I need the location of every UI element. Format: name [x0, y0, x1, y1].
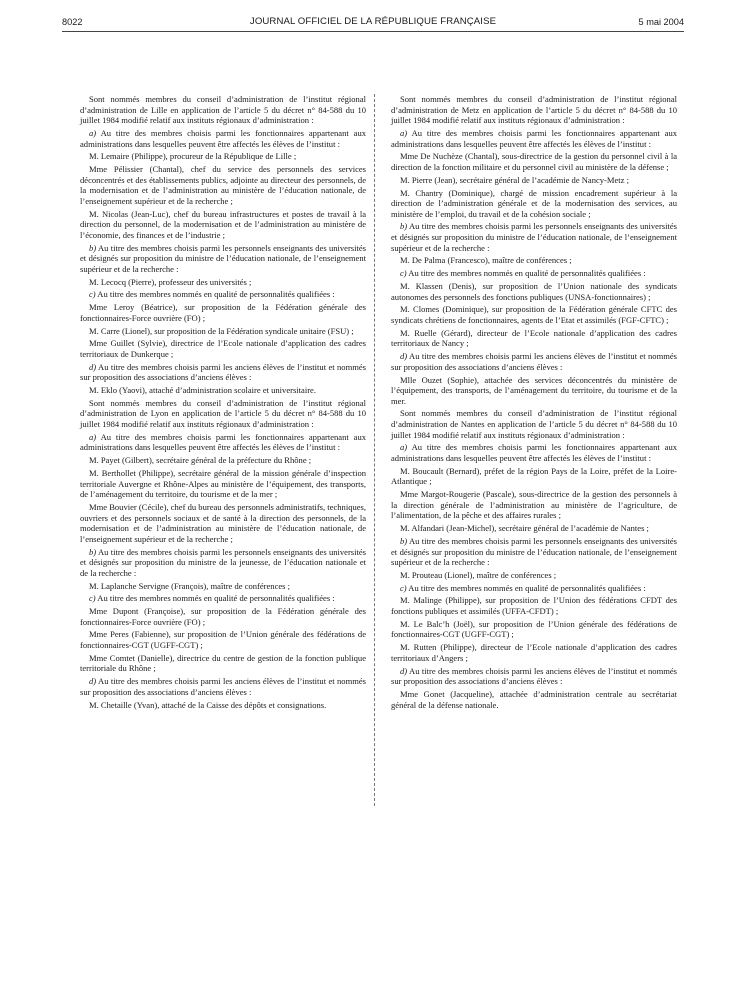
paragraph: M. Laplanche Servigne (François), maître de conférences ; — [89, 580, 291, 591]
paragraph: M. Le Balc’h (Joël), sur proposition de l’Union générale des fédérations de fonctionnaires-CGT (UGFF-CGT) ; — [391, 618, 677, 640]
paragraph: a) Au titre des membres choisis parmi les fonctionnaires appartenant aux administrations dans lesquelles peuvent être affectés les élèves de l’institut : — [80, 127, 366, 149]
paragraph: b) Au titre des membres choisis parmi les personnels enseignants des universités et désignés sur proposition du ministre de l’éducation nationale, de l’enseignement supérieur et de la recherche : — [391, 221, 677, 253]
paragraph: M. Klassen (Denis), sur proposition de l’Union nationale des syndicats autonomes des personnels des fonctions publiques (UNSA-fonctionnaires) ; — [391, 281, 677, 302]
paragraph: M. Pierre (Jean), secrétaire général de l’académie de Nancy-Metz ; — [400, 174, 629, 185]
paragraph: Mme Guillet (Sylvie), directrice de l’Ecole nationale d’application des cadres territoriaux de Dunkerque ; — [80, 338, 366, 359]
paragraph: M. Alfandari (Jean-Michel), secrétaire général de l’académie de Nantes ; — [400, 523, 649, 534]
paragraph: Mme Bouvier (Cécile), chef du bureau des personnels administratifs, techniques, ouvriers et des personnels sociaux et de santé à la direction des personnels, de la modernisation et de l’administration au ministère de l’éducation nationale, de l’enseignement supérieur et de la recherche ; — [80, 501, 366, 544]
paragraph: M. Lemaire (Philippe), procureur de la République de Lille ; — [89, 151, 297, 162]
paragraph: M. Clomes (Dominique), sur proposition de la Fédération générale CFTC des syndicats chrétiens de fonctionnaires, agents de l’Etat et assimilés (FGF-CFTC) ; — [391, 304, 677, 325]
paragraph: c) Au titre des membres nommés en qualité de personnalités qualifiées : — [400, 582, 646, 593]
paragraph: M. Lecocq (Pierre), professeur des universités ; — [89, 276, 252, 287]
paragraph: b) Au titre des membres choisis parmi les personnels enseignants des universités et désignés sur proposition du ministre de l’éducation nationale, de l’enseignement supérieur et de la recherche : — [80, 242, 366, 274]
paragraph: M. De Palma (Francesco), maître de conférences ; — [400, 255, 572, 266]
right-column — [391, 94, 677, 712]
paragraph: M. Malinge (Philippe), sur proposition de l’Union des fédérations CFDT des fonctions publiques et assimilés (UFFA-CFDT) ; — [391, 595, 677, 617]
paragraph: Mme Leroy (Béatrice), sur proposition de la Fédération générale des fonctionnaires-Force ouvrière (FO) ; — [80, 302, 366, 323]
paragraph: a) Au titre des membres choisis parmi les fonctionnaires appartenant aux administrations dans lesquelles peuvent être affectés les élèves de l’institut : — [80, 431, 366, 453]
paragraph: M. Eklo (Yaovi), attaché d’administration scolaire et universitaire. — [89, 385, 316, 396]
paragraph: c) Au titre des membres nommés en qualité de personnalités qualifiées : — [89, 289, 335, 300]
paragraph: Mme Peres (Fabienne), sur proposition de l’Union générale des fédérations de fonctionnaires-CGT (UGFF-CGT) ; — [80, 629, 366, 651]
paragraph: M. Carre (Lionel), sur proposition de la Fédération syndicale unitaire (FSU) ; — [89, 325, 354, 336]
paragraph: Sont nommés membres du conseil d’administration de l’institut régional d’administration de Nantes en application de l’article 5 du décret n° 84-588 du 10 juillet 1984 modifié relatif aux instituts régionaux d’administration : — [391, 408, 677, 440]
paragraph: M. Chetaille (Yvan), attaché de la Caisse des dépôts et consignations. — [89, 699, 327, 710]
page-header — [62, 15, 684, 29]
left-column — [80, 94, 366, 712]
paragraph: M. Berthollet (Philippe), secrétaire général de la mission générale d’inspection territoriale Auvergne et Rhône-Alpes au ministère de l’équipement, des transports, de l’aménagement du territoire, du tourisme et de la mer ; — [80, 468, 366, 500]
paragraph: d) Au titre des membres choisis parmi les anciens élèves de l’institut et nommés sur proposition des associations d’anciens élèves : — [391, 665, 677, 687]
paragraph: Sont nommés membres du conseil d’administration de l’institut régional d’administration de Lyon en application de l’article 5 du décret n° 84-588 du 10 juillet 1984 modifié relatif aux instituts régionaux d’administration : — [80, 397, 366, 430]
paragraph: Mme Pélissier (Chantal), chef du service des personnels des services déconcentrés et des établissements publics, adjointe au directeur des personnels, de la modernisation et de l’administration au ministère de l’éducation nationale, de l’enseignement supérieur et de la recherche ; — [80, 164, 366, 206]
paragraph: Mme Dupont (Françoise), sur proposition de la Fédération générale des fonctionnaires-Force ouvrière (FO) ; — [80, 606, 366, 627]
paragraph: M. Boucault (Bernard), préfet de la région Pays de la Loire, préfet de la Loire-Atlantique ; — [391, 465, 677, 487]
paragraph: Mme Margot-Rougerie (Pascale), sous-directrice de la gestion des personnels à la direction générale de l’administration au ministère de l’agriculture, de l’alimentation, de la pêche et des affaires rurales ; — [391, 489, 677, 521]
paragraph: M. Nicolas (Jean-Luc), chef du bureau infrastructures et postes de travail à la direction du personnel, de la modernisation et de l’administration au ministère de l’économie, des finances et de l’industrie ; — [80, 208, 366, 240]
paragraph: a) Au titre des membres choisis parmi les fonctionnaires appartenant aux administrations dans lesquelles peuvent être affectés les élèves de l’institut : — [391, 127, 677, 149]
paragraph: Mme De Nuchèze (Chantal), sous-directrice de la gestion du personnel civil à la direction de la fonction militaire et du personnel civil au ministère de la défense ; — [391, 151, 677, 172]
paragraph: d) Au titre des membres choisis parmi les anciens élèves de l’institut et nommés sur proposition des associations d’anciens élèves : — [80, 676, 366, 697]
paragraph: M. Ruelle (Gérard), directeur de l’Ecole nationale d’application des cadres territoriaux de Nancy ; — [391, 327, 677, 349]
paragraph: Sont nommés membres du conseil d’administration de l’institut régional d’administration de Metz en application de l’article 5 du décret n° 84-588 du 10 juillet 1984 modifié relatif aux instituts régionaux d’administration : — [391, 94, 677, 126]
header-rule — [62, 31, 684, 32]
paragraph: c) Au titre des membres nommés en qualité de personnalités qualifiées : — [400, 268, 646, 279]
paragraph: b) Au titre des membres choisis parmi les personnels enseignants des universités et désignés sur proposition du ministre de la jeunesse, de l’éducation nationale et de la recherche : — [80, 546, 366, 578]
paragraph: d) Au titre des membres choisis parmi les anciens élèves de l’institut et nommés sur proposition des associations d’anciens élèves : — [391, 351, 677, 372]
paragraph: M. Rutten (Philippe), directeur de l’Ecole nationale d’application des cadres territoriaux d’Angers ; — [391, 642, 677, 663]
paragraph: c) Au titre des membres nommés en qualité de personnalités qualifiées : — [89, 593, 335, 604]
paragraph: d) Au titre des membres choisis parmi les anciens élèves de l’institut et nommés sur proposition des associations d’anciens élèves : — [80, 361, 366, 383]
paragraph: b) Au titre des membres choisis parmi les personnels enseignants des universités et désignés sur proposition du ministre de l’éducation nationale, de l’enseignement supérieur et de la recherche : — [391, 535, 677, 568]
paragraph: M. Payet (Gilbert), secrétaire général de la préfecture du Rhône ; — [89, 455, 312, 466]
paragraph: Mme Gonet (Jacqueline), attachée d’administration centrale au secrétariat général de la défense nationale. — [391, 688, 677, 710]
paragraph: Mme Comtet (Danielle), directrice du centre de gestion de la fonction publique territoriale du Rhône ; — [80, 652, 366, 674]
paragraph: M. Prouteau (Lionel), maître de conférences ; — [400, 569, 557, 580]
page-number: 8022 — [62, 17, 83, 27]
paragraph: M. Chantry (Dominique), chargé de mission encadrement supérieur à la direction de l’administration générale et de la modernisation des services, au ministère de l’emploi, du travail et de la cohésion sociale ; — [391, 187, 677, 219]
paragraph: a) Au titre des membres choisis parmi les fonctionnaires appartenant aux administrations dans lesquelles peuvent être affectés les élèves de l’institut : — [391, 442, 677, 464]
column-divider — [374, 94, 375, 806]
issue-date: 5 mai 2004 — [638, 17, 684, 27]
journal-title: JOURNAL OFFICIEL DE LA RÉPUBLIQUE FRANÇAISE — [249, 16, 497, 27]
paragraph: Sont nommés membres du conseil d’administration de l’institut régional d’administration de Lille en application de l’article 5 du décret n° 84-588 du 10 juillet 1984 modifié relatif aux instituts régionaux d’administration : — [80, 94, 366, 126]
paragraph: Mlle Ouzet (Sophie), attachée des services déconcentrés du ministère de l’équipement, des transports, de l’aménagement du territoire, du tourisme et de la mer. — [391, 374, 677, 406]
